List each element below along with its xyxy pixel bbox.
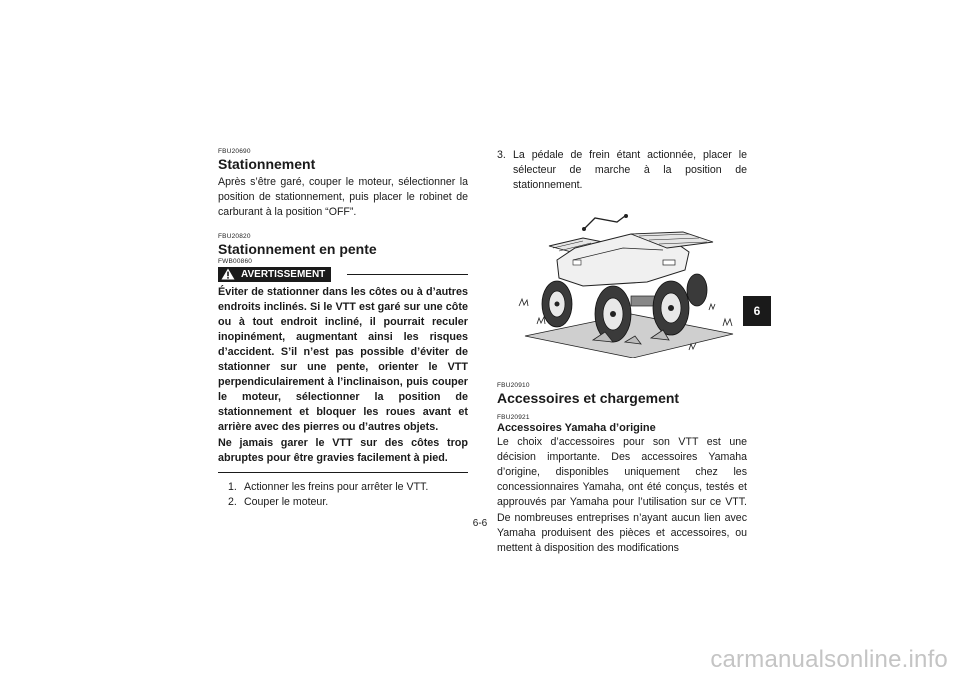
section-code: FBU20820: [218, 232, 251, 240]
step-number: 1.: [228, 480, 237, 493]
warning-text: Éviter de stationner dans les côtes ou à d’autres endroits inclinés. Si le VTT est garé sur une côte ou à tout endroit incliné, il pourrait reculer inopinément, augmentant ainsi les risques d’accident. S’il n’est pas possible d’éviter de stationner sur une pente, orienter le VTT perpendiculairement à l’inclinaison, puis couper le moteur, sélectionner la position de stationnement et bloquer les roues avant et arrière avec des pierres ou d’autres objets.: [218, 285, 468, 434]
left-column: [218, 148, 468, 510]
warning-bottom-rule: [218, 472, 468, 473]
warning-rule: [347, 274, 468, 275]
step-text: Actionner les freins pour arrêter le VTT.: [244, 480, 429, 493]
section-title-slope-parking: Stationnement en pente: [218, 240, 377, 257]
parking-paragraph: Après s’être garé, couper le moteur, sélectionner la position de stationnement, puis placer le robinet de carburant à la position “OFF”.: [218, 176, 468, 219]
list-item: [228, 495, 468, 510]
atv-parked-illustration: [513, 208, 747, 358]
accessories-paragraph: Le choix d’accessoires pour son VTT est une décision importante. Des accessoires Yamaha d’origine, disponibles uniquement chez les concessionnaires Yamaha, ont été conçus, testés et approuvés par Yamaha pour l’utilisation sur ce VTT. De nombreuses entreprises n’ayant aucun lien avec Yamaha produisent des pièces et accessoires, ou mettent à disposition des modifications: [497, 435, 747, 555]
section-title-accessories: Accessoires et chargement: [497, 389, 680, 406]
list-item: [497, 148, 747, 194]
warning-code: FWB00860: [218, 257, 253, 265]
step-number: 3.: [497, 149, 506, 161]
right-column: [497, 148, 747, 556]
section-code: FBU20921: [497, 413, 530, 421]
section-code: FBU20910: [497, 381, 530, 389]
page-number: 6-6: [472, 518, 488, 529]
chapter-tab: 6: [743, 296, 771, 326]
warning-badge: [218, 267, 331, 282]
step-text: La pédale de frein étant actionnée, placer le sélecteur de marche à la position de stationnement.: [513, 149, 747, 192]
warning-text-2: Ne jamais garer le VTT sur des côtes trop abruptes pour être gravies facilement à pied.: [218, 436, 468, 464]
steps-list: [218, 480, 468, 510]
warning-triangle-icon: [221, 268, 235, 280]
section-title-parking: Stationnement: [218, 156, 316, 172]
warning-label: AVERTISSEMENT: [241, 268, 326, 280]
warning-header: [218, 267, 468, 282]
subsection-title: Accessoires Yamaha d’origine: [497, 421, 656, 434]
step-text: Couper le moteur.: [244, 495, 329, 508]
section-code: FBU20690: [218, 148, 251, 155]
list-item: [228, 480, 468, 495]
watermark: carmanualsonline.info: [710, 646, 948, 673]
step-number: 2.: [228, 495, 237, 508]
